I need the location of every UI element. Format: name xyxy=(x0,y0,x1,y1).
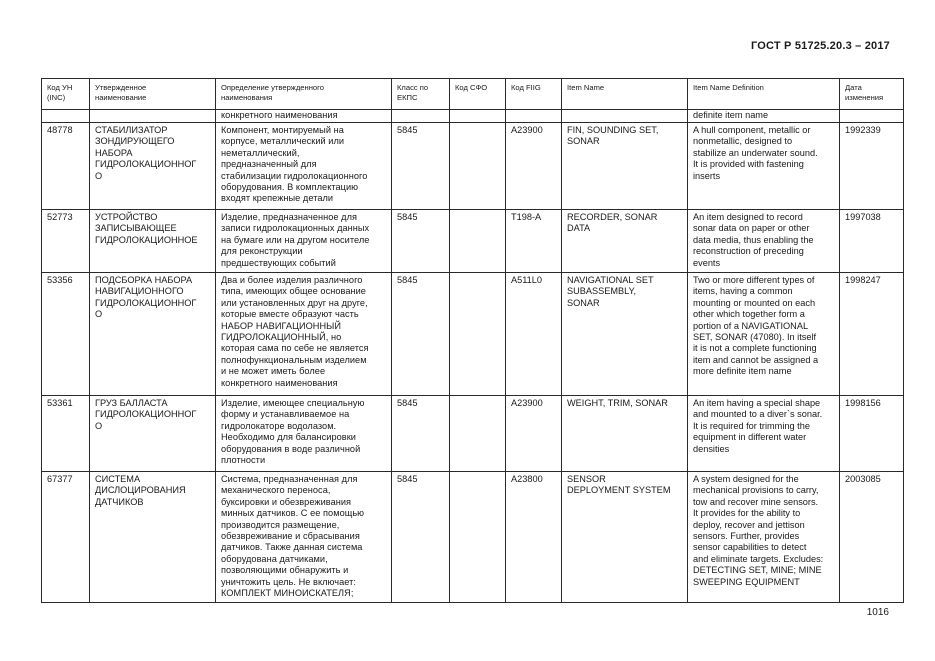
table-cell-name: УСТРОЙСТВО ЗАПИСЫВАЮЩЕЕ ГИДРОЛОКАЦИОННОЕ xyxy=(90,210,216,273)
table-cell-item-definition: An item having a special shape and mounted to a diver`s sonar. It is required for trimming the equipment in different water densities xyxy=(688,396,840,472)
table-cell-definition: Два и более изделия различного типа, имеющих общее основание или установленных друг на друге, которые вместе образуют часть НАБОР НАВИГАЦИОННЫЙ ГИДРОЛОКАЦИОННЫЙ, но которая сама по себе не является полнофункциональным изделием и не может иметь более конкретного наименования xyxy=(216,273,392,396)
table-cell-name: ПОДСБОРКА НАБОРА НАВИГАЦИОННОГО ГИДРОЛОКАЦИОННОГ О xyxy=(90,273,216,396)
table-cell-date: 1998156 xyxy=(840,396,904,472)
table-cell-class: 5845 xyxy=(392,210,450,273)
table-cell-fiig: T198-A xyxy=(506,210,562,273)
table-cell-item-definition: definite item name xyxy=(688,110,840,123)
table-cell-item-definition: Two or more different types of items, having a common mounting or mounted on each other which together form a portion of a NAVIGATIONAL SET, SONAR (47080). In itself it is not a complete functioning item and cannot be assigned a more definite item name xyxy=(688,273,840,396)
column-header-item-name: Item Name xyxy=(562,79,688,110)
classification-table xyxy=(41,78,904,603)
column-header-sfo: Код СФО xyxy=(450,79,506,110)
table-cell-sfo xyxy=(450,210,506,273)
table-cell xyxy=(506,110,562,123)
column-header-code: Код УН (INC) xyxy=(42,79,90,110)
table-cell-name: СТАБИЛИЗАТОР ЗОНДИРУЮЩЕГО НАБОРА ГИДРОЛОКАЦИОННОГ О xyxy=(90,123,216,210)
table-cell-date: 1998247 xyxy=(840,273,904,396)
table-cell-date: 1992339 xyxy=(840,123,904,210)
table-cell-definition: Система, предназначенная для механического переноса, буксировки и обезвреживания минных датчиков. С ее помощью производится размещение, обезвреживание и сбрасывания датчиков. Также данная система оборудована датчиками, позволяющими обнаружить и уничтожить цель. Не включает: КОМПЛЕКТ МИНОИСКАТЕЛЯ; xyxy=(216,472,392,603)
table-cell-sfo xyxy=(450,273,506,396)
table-row xyxy=(42,396,904,472)
table-cell-item-name: RECORDER, SONAR DATA xyxy=(562,210,688,273)
table-cell-code: 53356 xyxy=(42,273,90,396)
table-cell-sfo xyxy=(450,472,506,603)
table-cell-item-definition: A hull component, metallic or nonmetallic, designed to stabilize an underwater sound. It is provided with fastening inserts xyxy=(688,123,840,210)
table-row xyxy=(42,273,904,396)
table-row xyxy=(42,123,904,210)
table-row xyxy=(42,210,904,273)
column-header-definition: Определение утвержденного наименования xyxy=(216,79,392,110)
table-cell-item-name: SENSOR DEPLOYMENT SYSTEM xyxy=(562,472,688,603)
table-cell-sfo xyxy=(450,396,506,472)
table-cell-item-definition: A system designed for the mechanical provisions to carry, tow and recover mine sensors. It provides for the ability to deploy, recover and jettison sensors. Further, provides sensor capabilities to detect and eliminate targets. Excludes: DETECTING SET, MINE; MINE SWEEPING EQUIPMENT xyxy=(688,472,840,603)
table-cell-item-name: NAVIGATIONAL SET SUBASSEMBLY, SONAR xyxy=(562,273,688,396)
column-header-item-definition: Item Name Definition xyxy=(688,79,840,110)
table-cell-fiig: A511L0 xyxy=(506,273,562,396)
table-cell-fiig: A23800 xyxy=(506,472,562,603)
table-cell-sfo xyxy=(450,123,506,210)
table-row-continuation xyxy=(42,110,904,123)
page-number: 1016 xyxy=(866,607,889,618)
column-header-class: Класс по ЕКПС xyxy=(392,79,450,110)
table-cell-item-name: WEIGHT, TRIM, SONAR xyxy=(562,396,688,472)
table-cell-class: 5845 xyxy=(392,273,450,396)
table-cell-item-name: FIN, SOUNDING SET, SONAR xyxy=(562,123,688,210)
column-header-approved-name: Утвержденное наименование xyxy=(90,79,216,110)
table-cell xyxy=(42,110,90,123)
table-cell xyxy=(450,110,506,123)
table-cell xyxy=(840,110,904,123)
table-cell-code: 48778 xyxy=(42,123,90,210)
table-cell-item-definition: An item designed to record sonar data on paper or other data media, thus enabling the reconstruction of preceding events xyxy=(688,210,840,273)
table-cell-name: ГРУЗ БАЛЛАСТА ГИДРОЛОКАЦИОННОГ О xyxy=(90,396,216,472)
table-cell-fiig: A23900 xyxy=(506,396,562,472)
table-cell-class: 5845 xyxy=(392,123,450,210)
column-header-date: Дата изменения xyxy=(840,79,904,110)
table-cell xyxy=(90,110,216,123)
table-cell-name: СИСТЕМА ДИСЛОЦИРОВАНИЯ ДАТЧИКОВ xyxy=(90,472,216,603)
table-cell-definition: Изделие, предназначенное для записи гидролокационных данных на бумаге или на другом носителе для реконструкции предшествующих событий xyxy=(216,210,392,273)
column-header-fiig: Код FIIG xyxy=(506,79,562,110)
table-cell xyxy=(562,110,688,123)
table-cell xyxy=(392,110,450,123)
table-cell-date: 1997038 xyxy=(840,210,904,273)
table-cell-class: 5845 xyxy=(392,396,450,472)
table-cell-code: 52773 xyxy=(42,210,90,273)
table-cell-class: 5845 xyxy=(392,472,450,603)
table-header-row xyxy=(42,79,904,110)
table-cell-definition: Изделие, имеющее специальную форму и устанавливаемое на гидролокаторе водолазом. Необходимо для балансировки оборудования в воде различной плотности xyxy=(216,396,392,472)
table-cell-date: 2003085 xyxy=(840,472,904,603)
table-cell-definition: Компонент, монтируемый на корпусе, металлический или неметаллический, предназначенный для стабилизации гидролокационного оборудования. В комплектацию входят крепежные детали xyxy=(216,123,392,210)
table-cell-fiig: A23900 xyxy=(506,123,562,210)
table-cell-code: 67377 xyxy=(42,472,90,603)
document-standard-header: ГОСТ Р 51725.20.3 – 2017 xyxy=(750,40,890,52)
table-cell-code: 53361 xyxy=(42,396,90,472)
table-row xyxy=(42,472,904,603)
table-cell-definition: конкретного наименования xyxy=(216,110,392,123)
